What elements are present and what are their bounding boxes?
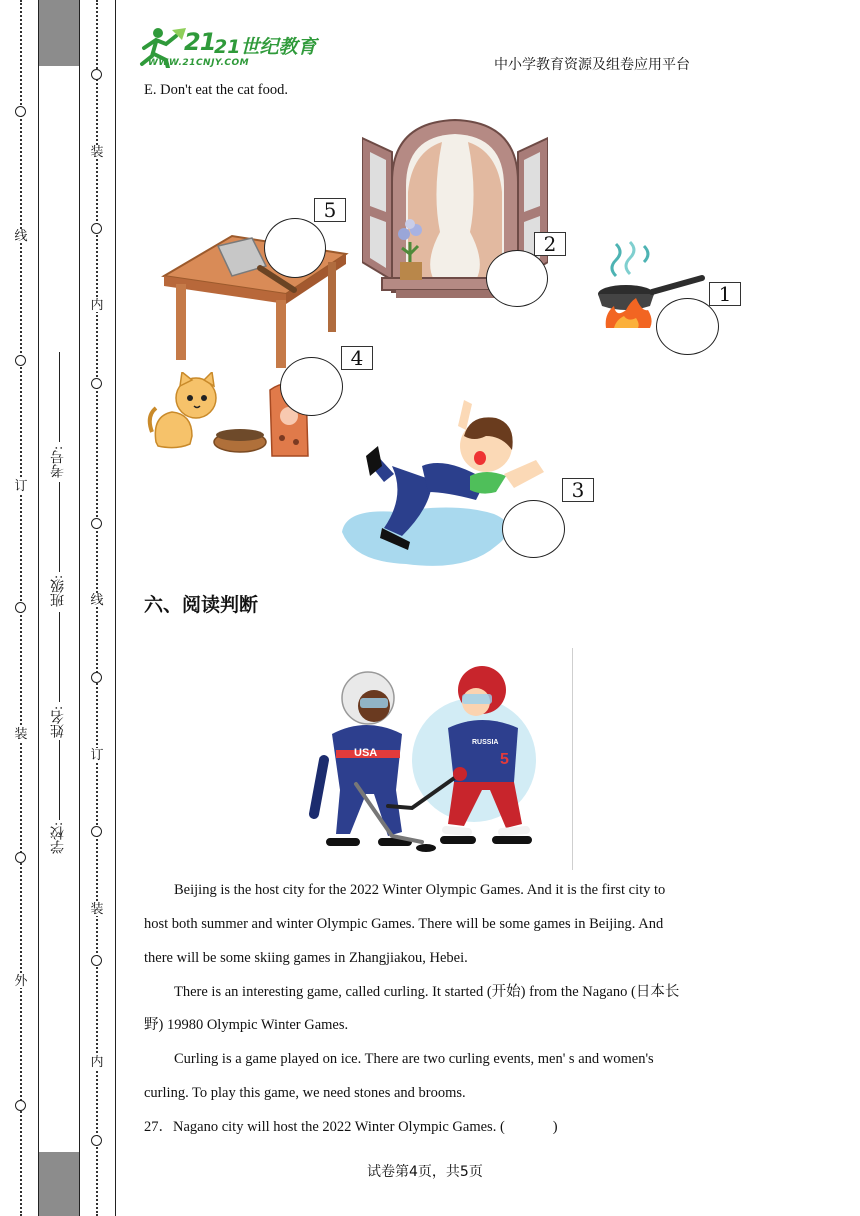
site-logo: 21 21世纪教育 WWW.21CNJY.COM — [138, 24, 318, 70]
name-field — [46, 706, 72, 738]
binding-circle — [91, 378, 102, 389]
class-field — [46, 575, 72, 607]
school-field — [46, 822, 72, 858]
binding-circle — [91, 672, 102, 683]
binding-info-band — [38, 66, 80, 1152]
answer-oval[interactable] — [486, 250, 548, 307]
question-27 — [144, 1117, 558, 1137]
jersey-text-right: RUSSIA — [472, 739, 499, 746]
picture-number-box: 5 — [314, 198, 346, 222]
answer-oval[interactable] — [280, 357, 343, 416]
class-label: 班级: — [51, 575, 66, 607]
binding-char: 订 — [90, 747, 104, 762]
binding-char: 装 — [90, 901, 104, 916]
binding-circle — [15, 852, 26, 863]
school-underline — [59, 740, 60, 820]
binding-outer-column — [0, 0, 38, 1216]
binding-circle — [15, 602, 26, 613]
jersey-text-left: USA — [354, 747, 378, 759]
passage-line: Curling is a game played on ice. There are two curling events, men' s and women's — [174, 1051, 654, 1067]
passage-line: there will be some skiing games in Zhangjiakou, Hebei. — [144, 950, 468, 966]
binding-circle — [15, 355, 26, 366]
exam-number-underline — [59, 352, 60, 442]
picture-number-box: 2 — [534, 232, 566, 256]
passage-line: There is an interesting game, called curling. It started (开始) from the Nagano (日本长 — [174, 984, 680, 1000]
passage-line: host both summer and winter Olympic Games. There will be some games in Beijing. And — [144, 916, 664, 932]
inner-dotted-line — [96, 0, 98, 1216]
name-underline — [59, 612, 60, 702]
binding-circle — [15, 1100, 26, 1111]
hockey-players-illustration — [296, 664, 566, 856]
platform-name: 中小学教育资源及组卷应用平台 — [494, 57, 690, 73]
exam-number-label: 考号: — [51, 446, 66, 478]
jersey-number-right: 5 — [500, 751, 509, 768]
image-edge-line — [572, 648, 573, 870]
page-footer: 试卷第4页，共5页 — [367, 1164, 483, 1180]
binding-circle — [91, 955, 102, 966]
binding-circle — [15, 106, 26, 117]
binding-char: 内 — [90, 297, 104, 312]
binding-gray-band-bottom — [38, 1152, 80, 1216]
name-label: 姓名: — [51, 706, 66, 738]
class-underline — [59, 482, 60, 572]
logo-text: 21世纪教育 — [214, 36, 317, 58]
passage-line: 野) 19980 Olympic Winter Games. — [144, 1017, 349, 1033]
exam-number-field — [46, 446, 72, 478]
binding-gray-band-top — [38, 0, 80, 66]
binding-circle — [91, 69, 102, 80]
picture-number-box: 1 — [709, 282, 741, 306]
option-e: E. Don't eat the cat food. — [144, 82, 288, 98]
logo-url: WWW.21CNJY.COM — [148, 58, 250, 68]
binding-circle — [91, 518, 102, 529]
school-label: 学校: — [51, 822, 66, 854]
binding-circle — [91, 1135, 102, 1146]
section-title: 六、阅读判断 — [144, 594, 259, 616]
binding-char: 线 — [90, 592, 104, 607]
picture-number-box: 3 — [562, 478, 594, 502]
passage-line: curling. To play this game, we need stones and brooms. — [144, 1085, 466, 1101]
binding-circle — [91, 826, 102, 837]
answer-oval[interactable] — [264, 218, 326, 278]
question-close: ) — [552, 1119, 558, 1135]
binding-char: 装 — [14, 726, 28, 741]
binding-char: 线 — [14, 228, 28, 243]
binding-char: 外 — [14, 973, 28, 988]
binding-rule-line — [115, 0, 116, 1216]
binding-char: 订 — [14, 478, 28, 493]
question-text: 27．Nagano city will host the 2022 Winter Olympic Games. ( — [144, 1119, 505, 1135]
passage-line: Beijing is the host city for the 2022 Winter Olympic Games. And it is the first city to — [174, 882, 666, 898]
binding-char: 内 — [90, 1054, 104, 1069]
answer-oval[interactable] — [502, 500, 565, 558]
answer-oval[interactable] — [656, 298, 719, 355]
picture-number-box: 4 — [341, 346, 373, 370]
binding-char: 装 — [90, 144, 104, 159]
binding-circle — [91, 223, 102, 234]
